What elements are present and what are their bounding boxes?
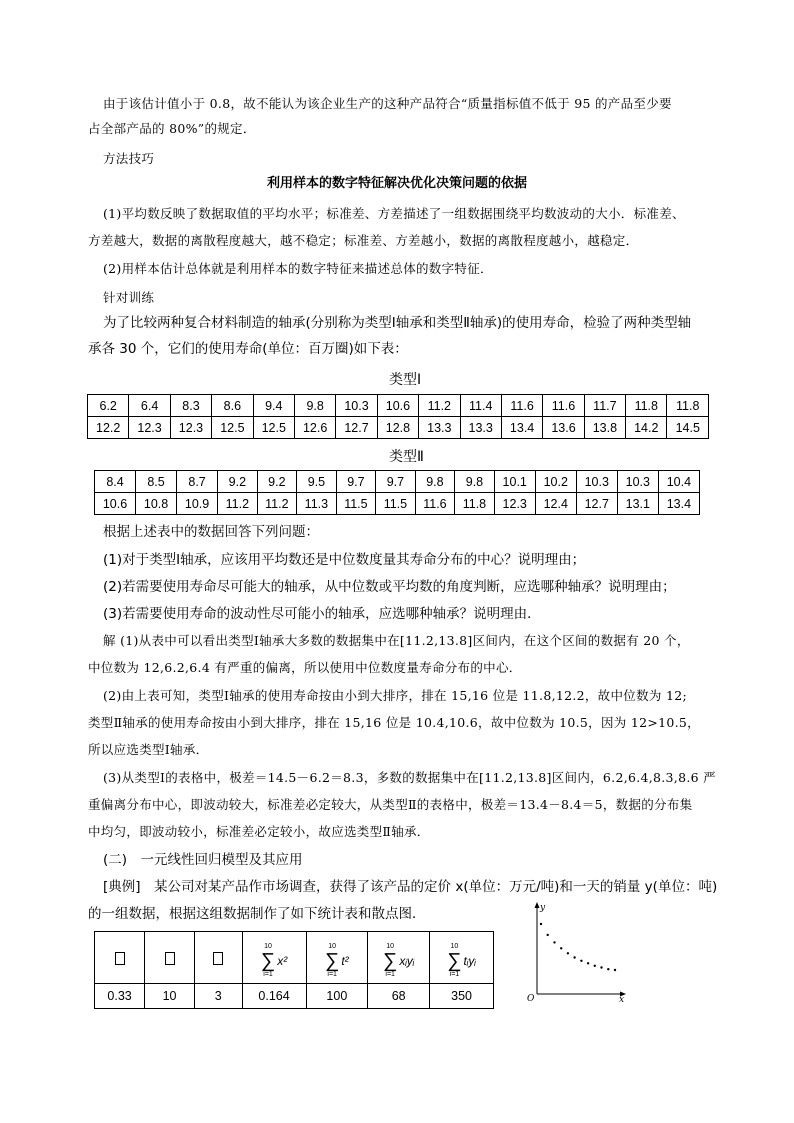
method-title: 利用样本的数字特征解决优化决策问题的依据 [266,176,527,191]
question-line1: 为了比较两种复合材料制造的轴承(分别称为类型Ⅰ轴承和类型Ⅱ轴承)的使用寿命，检验了两种类型轴 [103,315,692,331]
type1-cell: 12.3 [129,417,170,439]
type1-cell: 13.4 [501,417,542,439]
type2-cell: 11.2 [218,493,258,515]
type1-cell: 10.3 [336,395,377,417]
scatter-point [600,966,602,968]
paragraph-conclusion-line2: 占全部产品的 80%”的规定． [88,121,256,136]
type1-row [88,417,709,439]
solution-3-line1: (3)从类型Ⅰ的表格中，极差＝14.5－6.2＝8.3，多数的数据集中在[11.2,13.8]区间内，6.2,6.4,8.3,8.6 严 [103,770,716,785]
type1-cell: 8.3 [170,395,211,417]
stats-table [94,931,494,1009]
scatter-points [540,923,616,971]
type2-cell: 13.4 [658,493,699,515]
header-sum-xy: 10 ∑ i=1 xᵢyᵢ [368,932,430,984]
type2-cell: 9.7 [336,471,376,493]
type1-cell: 12.3 [170,417,211,439]
type1-cell: 12.6 [294,417,335,439]
type1-cell: 8.6 [212,395,253,417]
table-type1-caption: 类型Ⅰ [389,372,422,388]
type2-cell: 11.5 [376,493,416,515]
scatter-point [614,969,616,971]
x-axis-label: x [619,995,625,1002]
type2-cell: 10.2 [535,471,576,493]
type1-cell: 11.6 [501,395,542,417]
type2-cell: 10.3 [576,471,617,493]
paragraph-conclusion-line1: 由于该估计值小于 0.8，故不能认为该企业生产的这种产品符合“质量指标值不低于 95 的产品至少要 [103,96,672,111]
value-sum-x2: 0.164 [242,984,306,1009]
training-heading: 针对训练 [103,290,155,305]
method-heading: 方法技巧 [103,151,155,166]
type1-cell: 6.4 [129,395,170,417]
table-type2-caption: 类型Ⅱ [389,449,424,465]
type2-cell: 8.7 [177,471,218,493]
type2-cell: 11.6 [415,493,455,515]
header-x-bar [95,932,145,984]
scatter-point [607,968,609,970]
type2-cell: 9.2 [218,471,258,493]
questions-intro: 根据上述表中的数据回答下列问题： [103,524,319,540]
type1-cell: 14.5 [667,417,709,439]
table-type1 [87,394,709,439]
type2-cell: 8.5 [136,471,177,493]
question-3: (3)若需要使用寿命的波动性尽可能小的轴承，应选哪种轴承？说明理由． [103,606,541,622]
header-t-bar [194,932,242,984]
table-type2 [94,470,700,515]
type1-cell: 9.8 [294,395,335,417]
y-axis-arrow [535,902,540,908]
value-sum-xy: 68 [368,984,430,1009]
solution-2-line1: (2)由上表可知，类型Ⅰ轴承的使用寿命按由小到大排序，排在 15,16 位是 11.8,12.2，故中位数为 12; [103,688,687,703]
type1-cell: 13.6 [543,417,584,439]
type1-cell: 11.2 [419,395,460,417]
type1-cell: 13.8 [584,417,625,439]
scatter-point [587,962,589,964]
type2-cell: 11.3 [297,493,337,515]
type1-cell: 11.4 [460,395,501,417]
scatter-point [540,923,542,925]
y-axis-label: y [540,903,546,913]
type1-cell: 12.5 [253,417,294,439]
solution-1-line1: 解 (1)从表中可以看出类型Ⅰ轴承大多数的数据集中在[11.2,13.8]区间内，在这个区间的数据有 20 个， [103,633,690,648]
question-1: (1)对于类型Ⅰ轴承，应该用平均数还是中位数度量其寿命分布的中心？说明理由； [103,552,586,568]
type1-cell: 6.2 [88,395,129,417]
type2-cell: 11.8 [455,493,495,515]
type2-cell: 12.3 [494,493,535,515]
type2-cell: 10.4 [658,471,699,493]
type1-cell: 12.5 [212,417,253,439]
y-bar-symbol [165,952,175,965]
type2-cell: 9.8 [415,471,455,493]
type1-cell: 14.2 [626,417,667,439]
type1-cell: 11.7 [584,395,625,417]
type2-cell: 9.7 [376,471,416,493]
type1-cell: 13.3 [419,417,460,439]
type2-cell: 10.9 [177,493,218,515]
type1-cell: 12.2 [88,417,129,439]
scatter-point [560,947,562,949]
solution-2-line3: 所以应选类型Ⅰ轴承． [88,742,209,757]
type2-cell: 13.1 [617,493,658,515]
scatter-point [573,956,575,958]
solution-2-line2: 类型Ⅱ轴承的使用寿命按由小到大排序，排在 15,16 位是 10.4,10.6，故中位数为 10.5，因为 12>10.5， [88,715,700,730]
type1-cell: 12.8 [377,417,418,439]
header-sum-ty: 10 ∑ i=1 tᵢyᵢ [430,932,494,984]
header-y-bar [145,932,195,984]
type1-cell: 11.8 [626,395,667,417]
question-line2: 承各 30 个，它们的使用寿命(单位：百万圈)如下表： [88,341,408,357]
scatter-plot [520,898,630,1002]
method-point-1-line2: 方差越大，数据的离散程度越大，越不稳定；标准差、方差越小，数据的离散程度越小，越稳定． [88,233,639,248]
type1-cell: 13.3 [460,417,501,439]
scatter-point [547,934,549,936]
type2-cell: 11.5 [336,493,376,515]
value-x-bar: 0.33 [95,984,145,1009]
type2-cell: 8.4 [95,471,136,493]
scatter-point [553,941,555,943]
type1-cell: 11.8 [667,395,709,417]
value-sum-t2: 100 [306,984,368,1009]
type2-row [95,493,700,515]
origin-label: O [527,994,535,1002]
type1-row [88,395,709,417]
type2-cell: 9.8 [455,471,495,493]
type2-row [95,471,700,493]
type2-cell: 9.2 [257,471,297,493]
solution-3-line2: 重偏离分布中心，即波动较大，标准差必定较大，从类型Ⅱ的表格中，极差＝13.4－8.4＝5，数据的分布集 [88,797,693,812]
example-line2: 的一组数据，根据这组数据制作了如下统计表和散点图． [88,906,426,922]
type2-cell: 11.2 [257,493,297,515]
type2-cell: 10.1 [494,471,535,493]
solution-3-line3: 中均匀，即波动较小，标准差必定较小，故应选类型Ⅱ轴承． [88,824,430,839]
example-line1: [典例] 某公司对某产品作市场调查，获得了该产品的定价 x(单位：万元/吨)和一天的销量 y(单位：吨) [103,879,718,895]
value-y-bar: 10 [145,984,195,1009]
scatter-point [580,960,582,962]
value-t-bar: 3 [194,984,242,1009]
type2-cell: 10.6 [95,493,136,515]
method-point-2: (2)用样本估计总体就是利用样本的数字特征来描述总体的数字特征． [103,261,493,276]
scatter-point [594,965,596,967]
type1-cell: 9.4 [253,395,294,417]
section-heading-2: (二) 一元线性回归模型及其应用 [103,852,303,868]
header-sum-x2: 10 ∑ i=1 x² [242,932,306,984]
method-point-1-line1: (1)平均数反映了数据取值的平均水平；标准差、方差描述了一组数据围绕平均数波动的大小．标准差、 [103,206,685,221]
type1-cell: 10.6 [377,395,418,417]
type2-cell: 12.7 [576,493,617,515]
type2-cell: 9.5 [297,471,337,493]
type2-cell: 10.3 [617,471,658,493]
value-sum-ty: 350 [430,984,494,1009]
question-2: (2)若需要使用寿命尽可能大的轴承，从中位数或平均数的角度判断，应选哪种轴承？说明理由； [103,579,676,595]
type2-cell: 10.8 [136,493,177,515]
x-bar-symbol [115,952,125,965]
type1-cell: 12.7 [336,417,377,439]
scatter-point [567,952,569,954]
solution-1-line2: 中位数为 12,6.2,6.4 有严重的偏离，所以使用中位数度量寿命分布的中心． [88,660,522,675]
header-sum-t2: 10 ∑ i=1 t² [306,932,368,984]
t-bar-symbol [213,952,223,965]
type2-cell: 12.4 [535,493,576,515]
type1-cell: 11.6 [543,395,584,417]
